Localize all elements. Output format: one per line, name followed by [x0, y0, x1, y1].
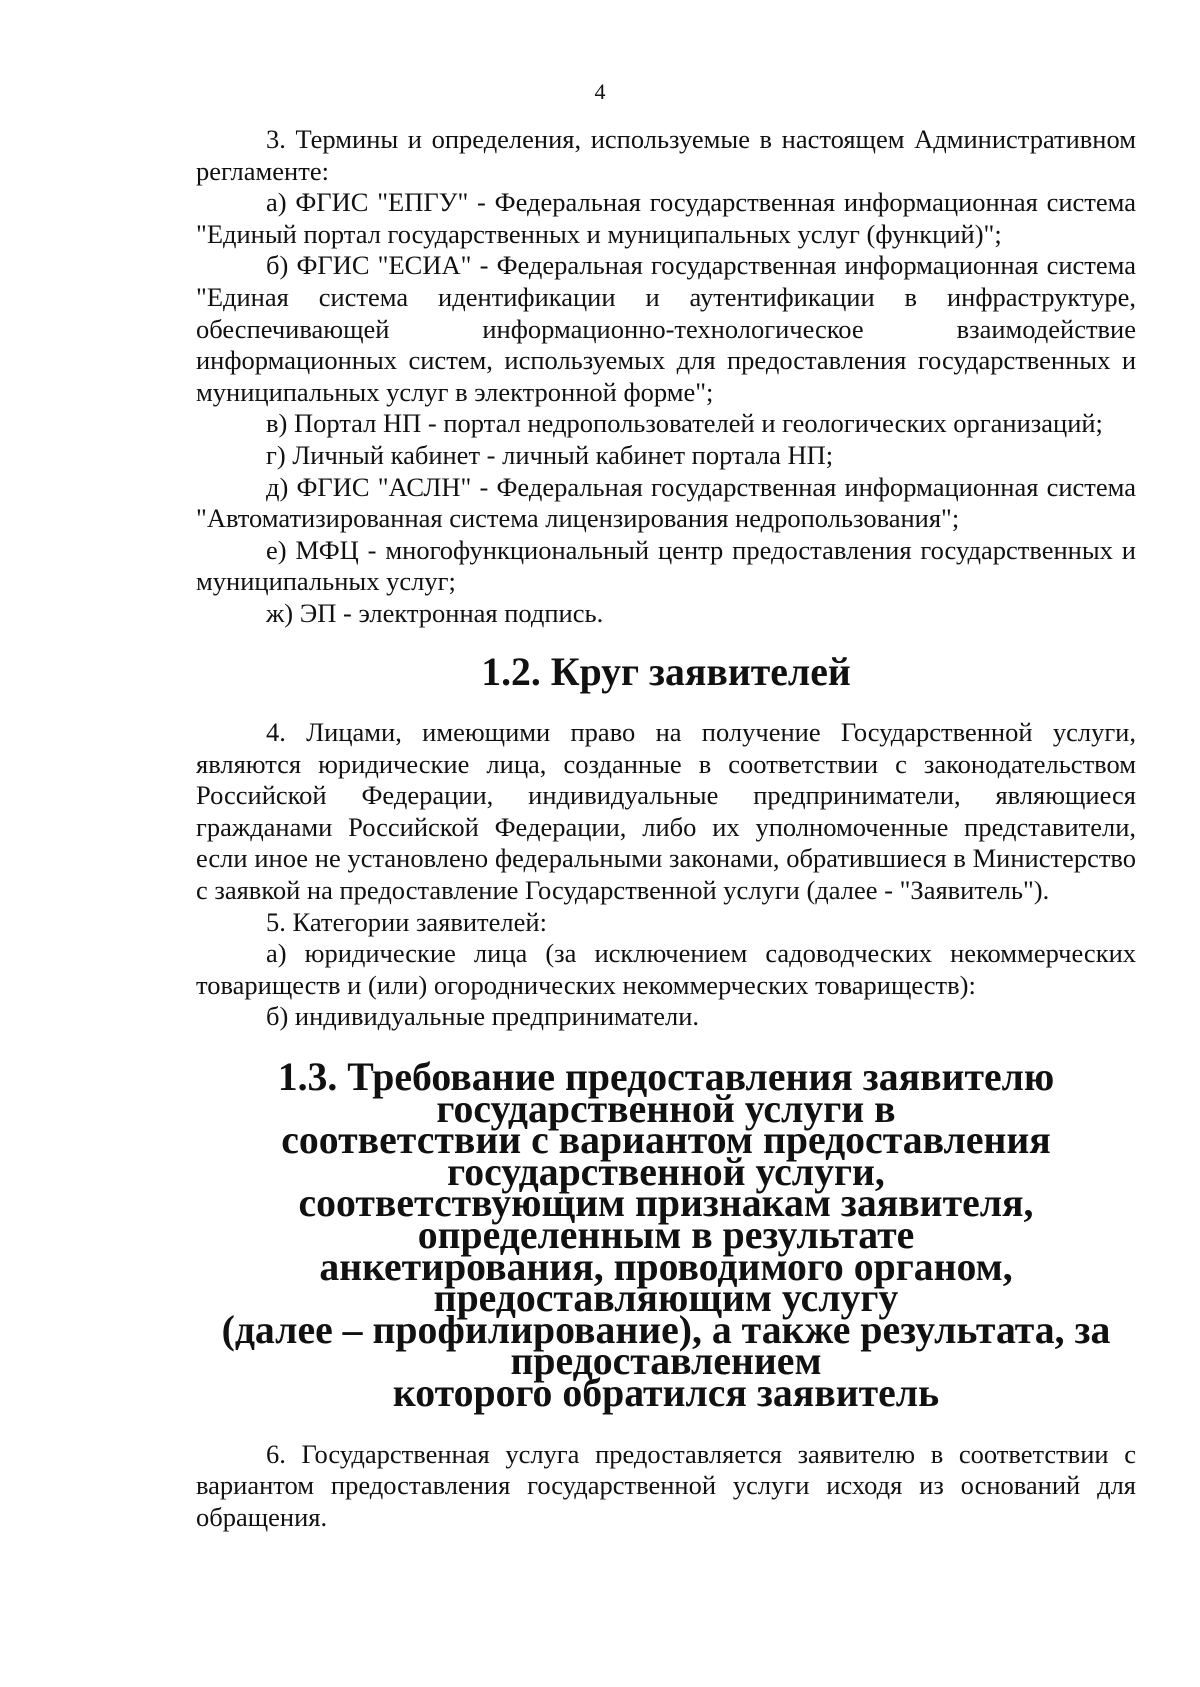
section-heading-1-3-line: соответствующим признакам заявителя, определенным в результате: [298, 1181, 1034, 1257]
paragraph-6: 6. Государственная услуга предоставляется заявителю в соответствии с вариантом предоставления государственной услуги исходя из оснований для обращения.: [196, 1438, 1136, 1532]
section-heading-1-3-line: (далее – профилирование), а также результата, за предоставлением: [221, 1307, 1111, 1384]
definition-b-esia: б) ФГИС "ЕСИА" - Федеральная государственная информационная система "Единая система идентификации и аутентификации в инфраструктуре, обеспечивающей информационно-технологическое взаимодействие информационных систем, используемых для предоставления государственных и муниципальных услуг в электронной форме";: [196, 250, 1136, 407]
section-heading-1-3-line: которого обратился заявитель: [392, 1370, 940, 1415]
paragraph-5: 5. Категории заявителей:: [266, 906, 547, 937]
paragraph-3-intro: 3. Термины и определения, используемые в настоящем Административном регламенте:: [196, 124, 1136, 186]
definition-d-asln: д) ФГИС "АСЛН" - Федеральная государственная информационная система "Автоматизированная система лицензирования недропользования";: [196, 471, 1136, 534]
definition-v-portal-np: в) Портал НП - портал недропользователей и геологических организаций;: [266, 408, 1103, 439]
section-heading-1-3-line: соответствии с вариантом предоставления государственной услуги,: [281, 1118, 1051, 1194]
definition-e-mfc: е) МФЦ - многофункциональный центр предоставления государственных и муниципальных услуг;: [196, 534, 1136, 597]
category-b: б) индивидуальные предприниматели.: [266, 1001, 700, 1032]
section-heading-1-3: [196, 1055, 1136, 1415]
document-body: [196, 124, 1136, 1533]
definition-zh-ep: ж) ЭП - электронная подпись.: [266, 597, 604, 628]
section-heading-1-3-line: 1.3. Требование предоставления заявителю государственной услуги в: [277, 1055, 1055, 1131]
section-heading-1-2: 1.2. Круг заявителей: [481, 649, 851, 694]
definition-a-epgu: а) ФГИС "ЕПГУ" - Федеральная государственная информационная система "Единый портал государственных и муниципальных услуг (функций)";: [196, 187, 1136, 249]
category-a: а) юридические лица (за исключением садоводческих некоммерческих товариществ и (или) огороднических некоммерческих товариществ):: [196, 938, 1136, 1000]
paragraph-4: 4. Лицами, имеющими право на получение Государственной услуги, являются юридические лица, созданные в соответствии с законодательством Российской Федерации, индивидуальные предприниматели, являющиеся гражданами Российской Федерации, либо их уполномоченные представители, если иное не установлено федеральными законами, обратившиеся в Министерство с заявкой на предоставление Государственной услуги (далее - "Заявитель").: [196, 717, 1136, 906]
page-number: 4: [594, 79, 606, 104]
section-heading-1-3-line: анкетирования, проводимого органом, предоставляющим услугу: [319, 1244, 1013, 1321]
definition-g-personal-account: г) Личный кабинет - личный кабинет портала НП;: [266, 439, 834, 470]
